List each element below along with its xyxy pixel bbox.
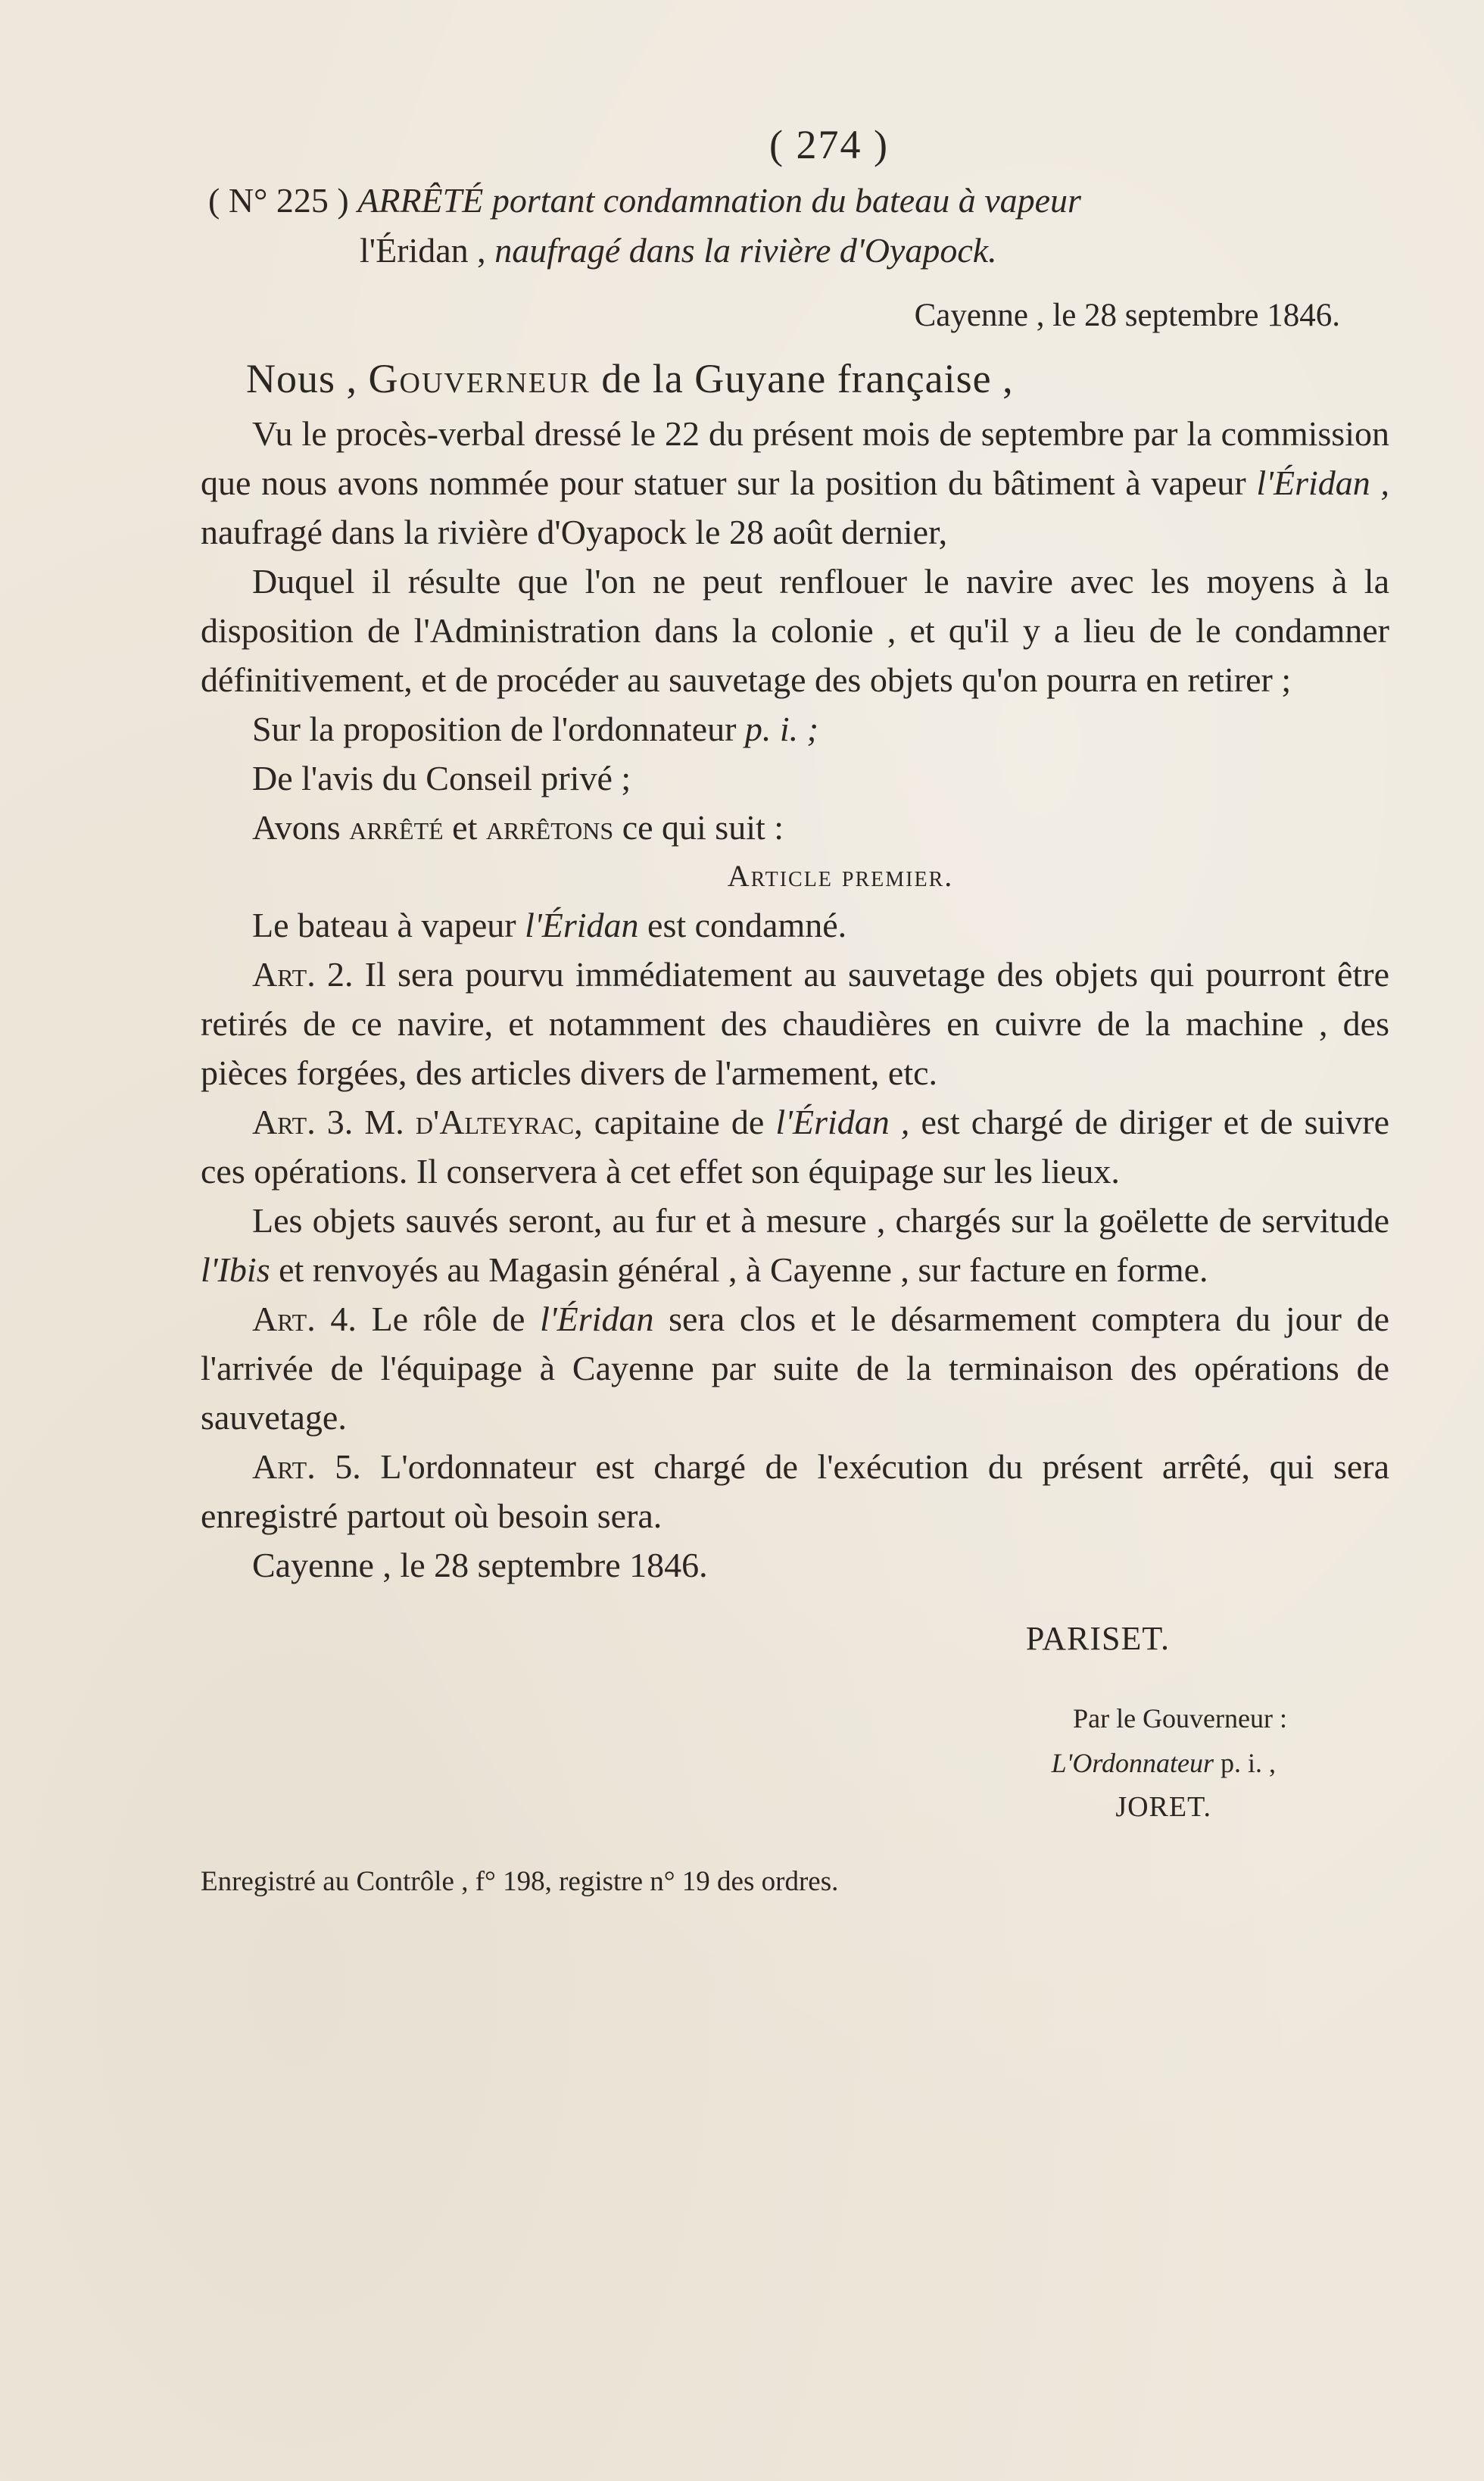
opening-nous: Nous , [246, 356, 358, 401]
p6-text-b: et renvoyés au Magasin général , à Cayenne , sur facture en forme. [279, 1250, 1208, 1289]
title-heading-rest: naufragé dans la rivière d'Oyapock. [494, 231, 997, 270]
opening-gouverneur: Gouverneur [368, 356, 591, 401]
p1-text-b: naufragé dans la rivière d'Oyapock le 28 août dernier, [201, 513, 948, 551]
title-ship-name: l'Éridan , [360, 231, 486, 270]
art4-ship: l'Éridan [540, 1300, 654, 1338]
opening-rest: de la Guyane française , [601, 356, 1014, 401]
ordonnateur-line [201, 1741, 1389, 1785]
p5-avons: Avons [252, 808, 341, 847]
paragraph-proposition [201, 704, 1389, 754]
p1-ship: l'Éridan , [1256, 463, 1389, 502]
closing-date: Cayenne , le 28 septembre 1846. [252, 1546, 708, 1584]
art2-label: Art. 2. [252, 955, 354, 994]
article-2 [201, 950, 1389, 1097]
p5-arrete: arrêté [349, 808, 444, 847]
p1-text-a: Vu le procès-verbal dressé le 22 du présent mois de septembre par la commission que nous avons nommée pour statuer sur la position du bâtiment à vapeur [201, 414, 1389, 502]
ordonnateur-title: L'Ordonnateur [1051, 1748, 1214, 1778]
art1-ship: l'Éridan [525, 906, 639, 944]
art3-text-c: est chargé de diriger et de suivre ces opérations. Il conservera à cet effet son équipage sur les lieux. [201, 1103, 1390, 1191]
art3-label: Art. 3. [252, 1103, 354, 1141]
paragraph-avis: De l'avis du Conseil privé ; [252, 759, 631, 797]
art5-label: Art. 5. [252, 1447, 361, 1486]
article-4 [201, 1294, 1389, 1442]
art2-text: Il sera pourvu immédiatement au sauvetage des objets qui pourront être retirés de ce navire, et notamment des chaudières en cuivre de la machine , des pièces forgées, des articles divers de l'armement, etc. [201, 955, 1389, 1092]
art3-text-a: M. [364, 1103, 404, 1141]
opening-formula [201, 348, 1389, 409]
document-content [201, 114, 1389, 1905]
article-5 [201, 1442, 1389, 1540]
dateline: Cayenne , le 28 septembre 1846. [914, 298, 1340, 333]
art4-text-b: sera clos et le désarmement comptera du jour de l'arrivée de l'équipage à Cayenne par suite de la terminaison des opérations de sauvetage. [201, 1300, 1390, 1437]
p6-ship: l'Ibis [201, 1250, 270, 1289]
art4-text-a: Le rôle de [371, 1300, 525, 1338]
decree-heading-line2 [208, 226, 1389, 276]
p5-text-b: ce qui suit : [622, 808, 784, 847]
page-number: ( 274 ) [769, 122, 889, 167]
decree-heading: ARRÊTÉ portant condamnation du bateau à vapeur [357, 181, 1081, 220]
art3-ship: l'Éridan , [775, 1103, 910, 1141]
article-1 [201, 900, 1389, 950]
p5-arretons: arrêtons [485, 808, 614, 847]
art1-text-a: Le bateau à vapeur [252, 906, 516, 944]
ordonnateur-pi: p. i. , [1220, 1748, 1276, 1778]
paragraph-avons [201, 803, 1389, 852]
by-governor-line: Par le Gouverneur : [1073, 1703, 1287, 1734]
art4-label: Art. 4. [252, 1300, 357, 1338]
ordonnateur-signature: JORET. [1115, 1791, 1211, 1823]
art5-text: L'ordonnateur est chargé de l'exécution du présent arrêté, qui sera enregistré partout où besoin sera. [201, 1447, 1389, 1535]
article-3 [201, 1097, 1389, 1196]
p6-text-a: Les objets sauvés seront, au fur et à mesure , chargés sur la goëlette de servitude [252, 1201, 1389, 1240]
p3-text-a: Sur la proposition de l'ordonnateur [252, 710, 737, 748]
article-premier-heading: Article premier. [727, 859, 954, 893]
decree-title [208, 176, 1389, 276]
paragraph-objets [201, 1196, 1389, 1294]
paragraph-vu [201, 409, 1389, 557]
art3-name: d'Alteyrac [415, 1103, 575, 1141]
registration-note: Enregistré au Contrôle , f° 198, registre n° 19 des ordres. [201, 1866, 839, 1897]
paragraph-duquel: Duquel il résulte que l'on ne peut renflouer le navire avec les moyens à la disposition de l'Administration dans la colonie , et qu'il y a lieu de le condamner définitivement, et de procéder au sauvetage des objets qu'on pourra en retirer ; [201, 562, 1389, 699]
art1-text-b: est condamné. [647, 906, 847, 944]
art3-text-b: , capitaine de [574, 1103, 765, 1141]
p5-et: et [452, 808, 478, 847]
p3-text-b: p. i. ; [744, 710, 819, 748]
decree-number: ( N° 225 ) [208, 181, 349, 220]
governor-signature: PARISET. [1025, 1620, 1170, 1657]
